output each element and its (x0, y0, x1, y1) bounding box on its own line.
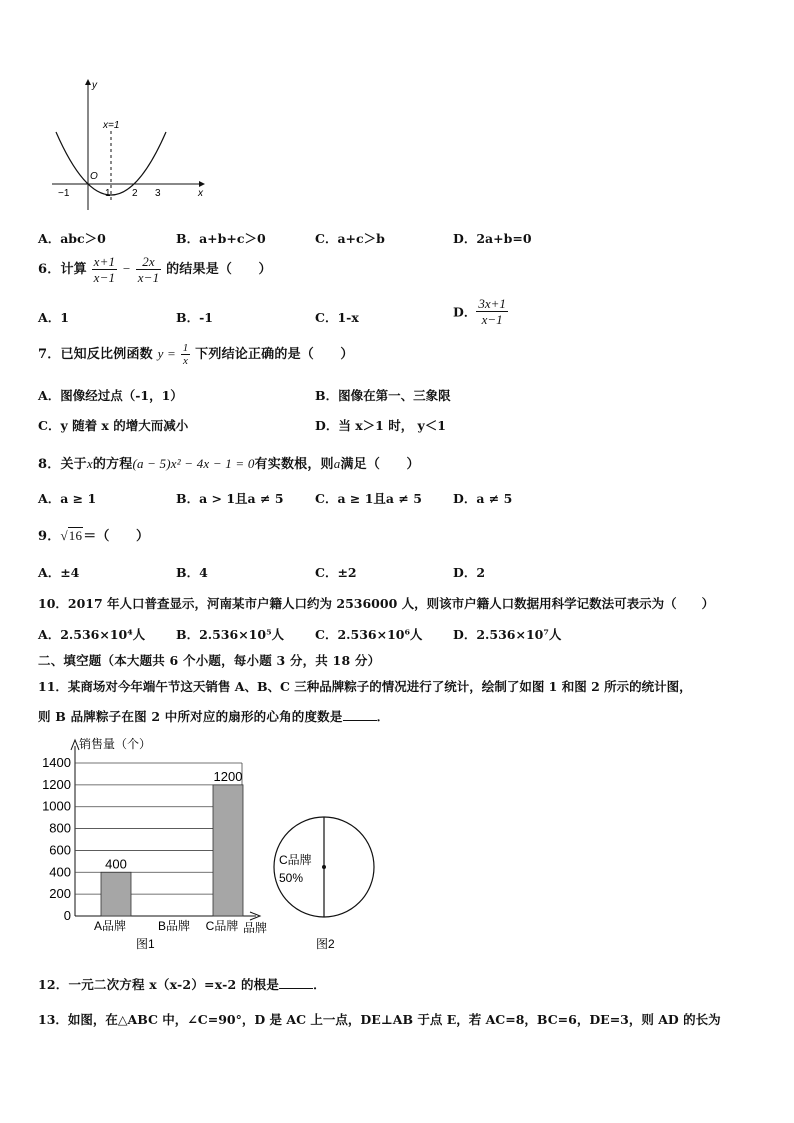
question-11-line-2 (38, 707, 389, 725)
bar-chart-y-tick-label: 600 (49, 842, 71, 858)
q11-answer-blank[interactable] (343, 708, 377, 721)
q9-option-c: C．±2 (315, 565, 357, 580)
bar-category-label: A品牌 (93, 919, 127, 933)
bar-chart-y-tick-label: 1400 (42, 755, 71, 770)
question-11-line-1: 11．某商场对今年端午节这天销售 A、B、C 三种品牌粽子的情况进行了统计，绘制了如图 1 和图 2 所示的统计图， (38, 679, 692, 694)
q9-prefix: 9． (38, 529, 61, 544)
q6-option-d-fraction (476, 296, 508, 327)
q11-line-2-text: 则 B 品牌粽子在图 2 中所对应的扇形的心角的度数是 (38, 709, 343, 724)
q7-option-b: B．图像在第一、三象限 (315, 388, 451, 403)
q5-option-b: B．a+b+c＞0 (176, 231, 266, 246)
q9-option-d: D．2 (453, 565, 486, 580)
question-7 (38, 342, 354, 367)
q7-func-lhs: y = (157, 346, 176, 361)
tick-label-neg1: −1 (58, 188, 70, 199)
tick-label-2: 2 (132, 188, 138, 199)
q6-option-d-num: 3x+1 (478, 296, 506, 311)
q5-option-c: C．a+c＞b (315, 231, 385, 246)
pie-slice-percent-c: 50% (279, 871, 304, 885)
tick-label-3: 3 (155, 188, 161, 199)
q8-option-c: C．a ≥ 1且a ≠ 5 (315, 491, 422, 506)
q8-text-2: 的方程 (92, 457, 133, 472)
pie-center-dot (322, 865, 326, 869)
bar-chart-y-tick-label: 0 (63, 908, 71, 923)
q7-option-a: A．图像经过点（-1，1） (38, 388, 183, 403)
question-9 (38, 525, 149, 544)
q6-frac1-num: x+1 (93, 254, 116, 269)
bar-data-label: 400 (105, 856, 127, 872)
q6-frac1-den: x−1 (93, 270, 116, 285)
q10-option-b: B．2.536×10⁵人 (176, 627, 285, 642)
q6-option-d-prefix: D． (453, 304, 477, 320)
bar-chart-y-tick-label: 1200 (42, 776, 71, 792)
q8-equation: (a − 5)x² − 4x − 1 = 0 (132, 456, 255, 471)
question-12 (38, 975, 326, 993)
sqrt-symbol: √ (60, 528, 68, 543)
q6-suffix: 的结果是（ ） (166, 262, 272, 277)
bar-chart-figure-1 (30, 732, 280, 958)
bar-category-label: C品牌 (205, 919, 239, 933)
q8-var-x: x (86, 456, 93, 471)
q6-option-d (453, 296, 508, 327)
q6-option-b: B．-1 (176, 310, 213, 325)
bar-1 (101, 872, 131, 916)
question-10: 10．2017 年人口普查显示，河南某市户籍人口约为 2536000 人，则该市户籍人口数据用科学记数法可表示为（ ） (38, 596, 715, 611)
origin-label: O (90, 171, 98, 182)
q7-fraction (181, 342, 191, 367)
x-axis-label: x (198, 188, 203, 199)
q6-fraction-1 (92, 254, 118, 285)
q7-func-num: 1 (182, 342, 189, 354)
q8-text-3: 有实数根，则 (254, 457, 334, 472)
pie-chart-figure-2 (268, 808, 384, 956)
q6-option-a: A．1 (38, 310, 69, 325)
pie-slice-label-c: C品牌 (279, 853, 312, 867)
bar-chart-y-tick-label: 400 (49, 864, 71, 880)
q6-frac2-den: x−1 (137, 270, 160, 285)
q8-var-a: a (333, 456, 341, 471)
bar-chart-y-tick-label: 1000 (42, 798, 71, 814)
tick-label-1: 1 (105, 188, 111, 199)
q7-option-c: C．y 随着 x 的增大而减小 (38, 418, 189, 433)
q11-line-2-end: ． (376, 709, 390, 724)
section-2-title: 二、填空题（本大题共 6 个小题，每小题 3 分，共 18 分） (38, 653, 381, 668)
q5-option-d: D．2a+b=0 (453, 231, 532, 246)
bar-chart-y-tick-label: 800 (49, 820, 71, 836)
pie-chart-title: 图2 (316, 937, 335, 951)
q10-option-d: D．2.536×10⁷人 (453, 627, 562, 642)
symmetry-label: x=1 (103, 120, 120, 131)
q12-end: ． (313, 977, 326, 992)
q6-frac2-num: 2x (136, 254, 162, 270)
bar-chart-title: 图1 (136, 937, 155, 951)
q8-text-4: 满足（ ） (340, 457, 420, 472)
q7-prefix: 7．已知反比例函数 (38, 347, 153, 362)
bar-chart-y-label: 销售量（个） (79, 737, 152, 751)
q7-option-d: D．当 x＞1 时， y＜1 (315, 418, 447, 433)
q6-fraction-2 (136, 254, 162, 285)
question-13: 13．如图，在△ABC 中，∠C=90°，D 是 AC 上一点，DE⊥AB 于点 E，若 AC=8，BC=6，DE=3，则 AD 的长为 (38, 1012, 721, 1027)
q6-option-c: C．1-x (315, 310, 359, 325)
q10-option-a: A．2.536×10⁴人 (38, 627, 146, 642)
bar-3 (213, 785, 243, 916)
q10-option-c: C．2.536×10⁶人 (315, 627, 423, 642)
q6-minus: − (121, 261, 131, 276)
q8-option-d: D．a ≠ 5 (453, 491, 513, 506)
y-axis-label: y (92, 80, 97, 91)
q6-option-d-den: x−1 (481, 312, 503, 327)
bar-category-label: B品牌 (157, 919, 191, 933)
q8-text-1: 8．关于 (38, 457, 87, 472)
bar-chart-y-tick-label: 200 (49, 886, 71, 902)
parabola-graph (48, 76, 208, 216)
q12-answer-blank[interactable] (279, 976, 313, 989)
q6-prefix: 6．计算 (38, 262, 87, 277)
question-6 (38, 254, 272, 285)
q5-option-a: A．abc＞0 (38, 231, 106, 246)
q9-option-a: A．±4 (38, 565, 80, 580)
q7-suffix: 下列结论正确的是（ ） (195, 347, 354, 362)
bar-data-label: 1200 (213, 768, 243, 784)
q9-radicand: 16 (68, 528, 83, 543)
q9-suffix: ＝（ ） (83, 529, 150, 544)
q9-option-b: B．4 (176, 565, 208, 580)
q12-text: 12．一元二次方程 x（x-2）=x-2 的根是 (38, 977, 280, 992)
bar-chart-x-label: 品牌 (243, 921, 268, 935)
q7-func-den: x (183, 355, 189, 367)
question-8 (38, 453, 420, 472)
q8-option-b: B．a > 1且a ≠ 5 (176, 491, 284, 506)
q8-option-a: A．a ≥ 1 (38, 491, 97, 506)
